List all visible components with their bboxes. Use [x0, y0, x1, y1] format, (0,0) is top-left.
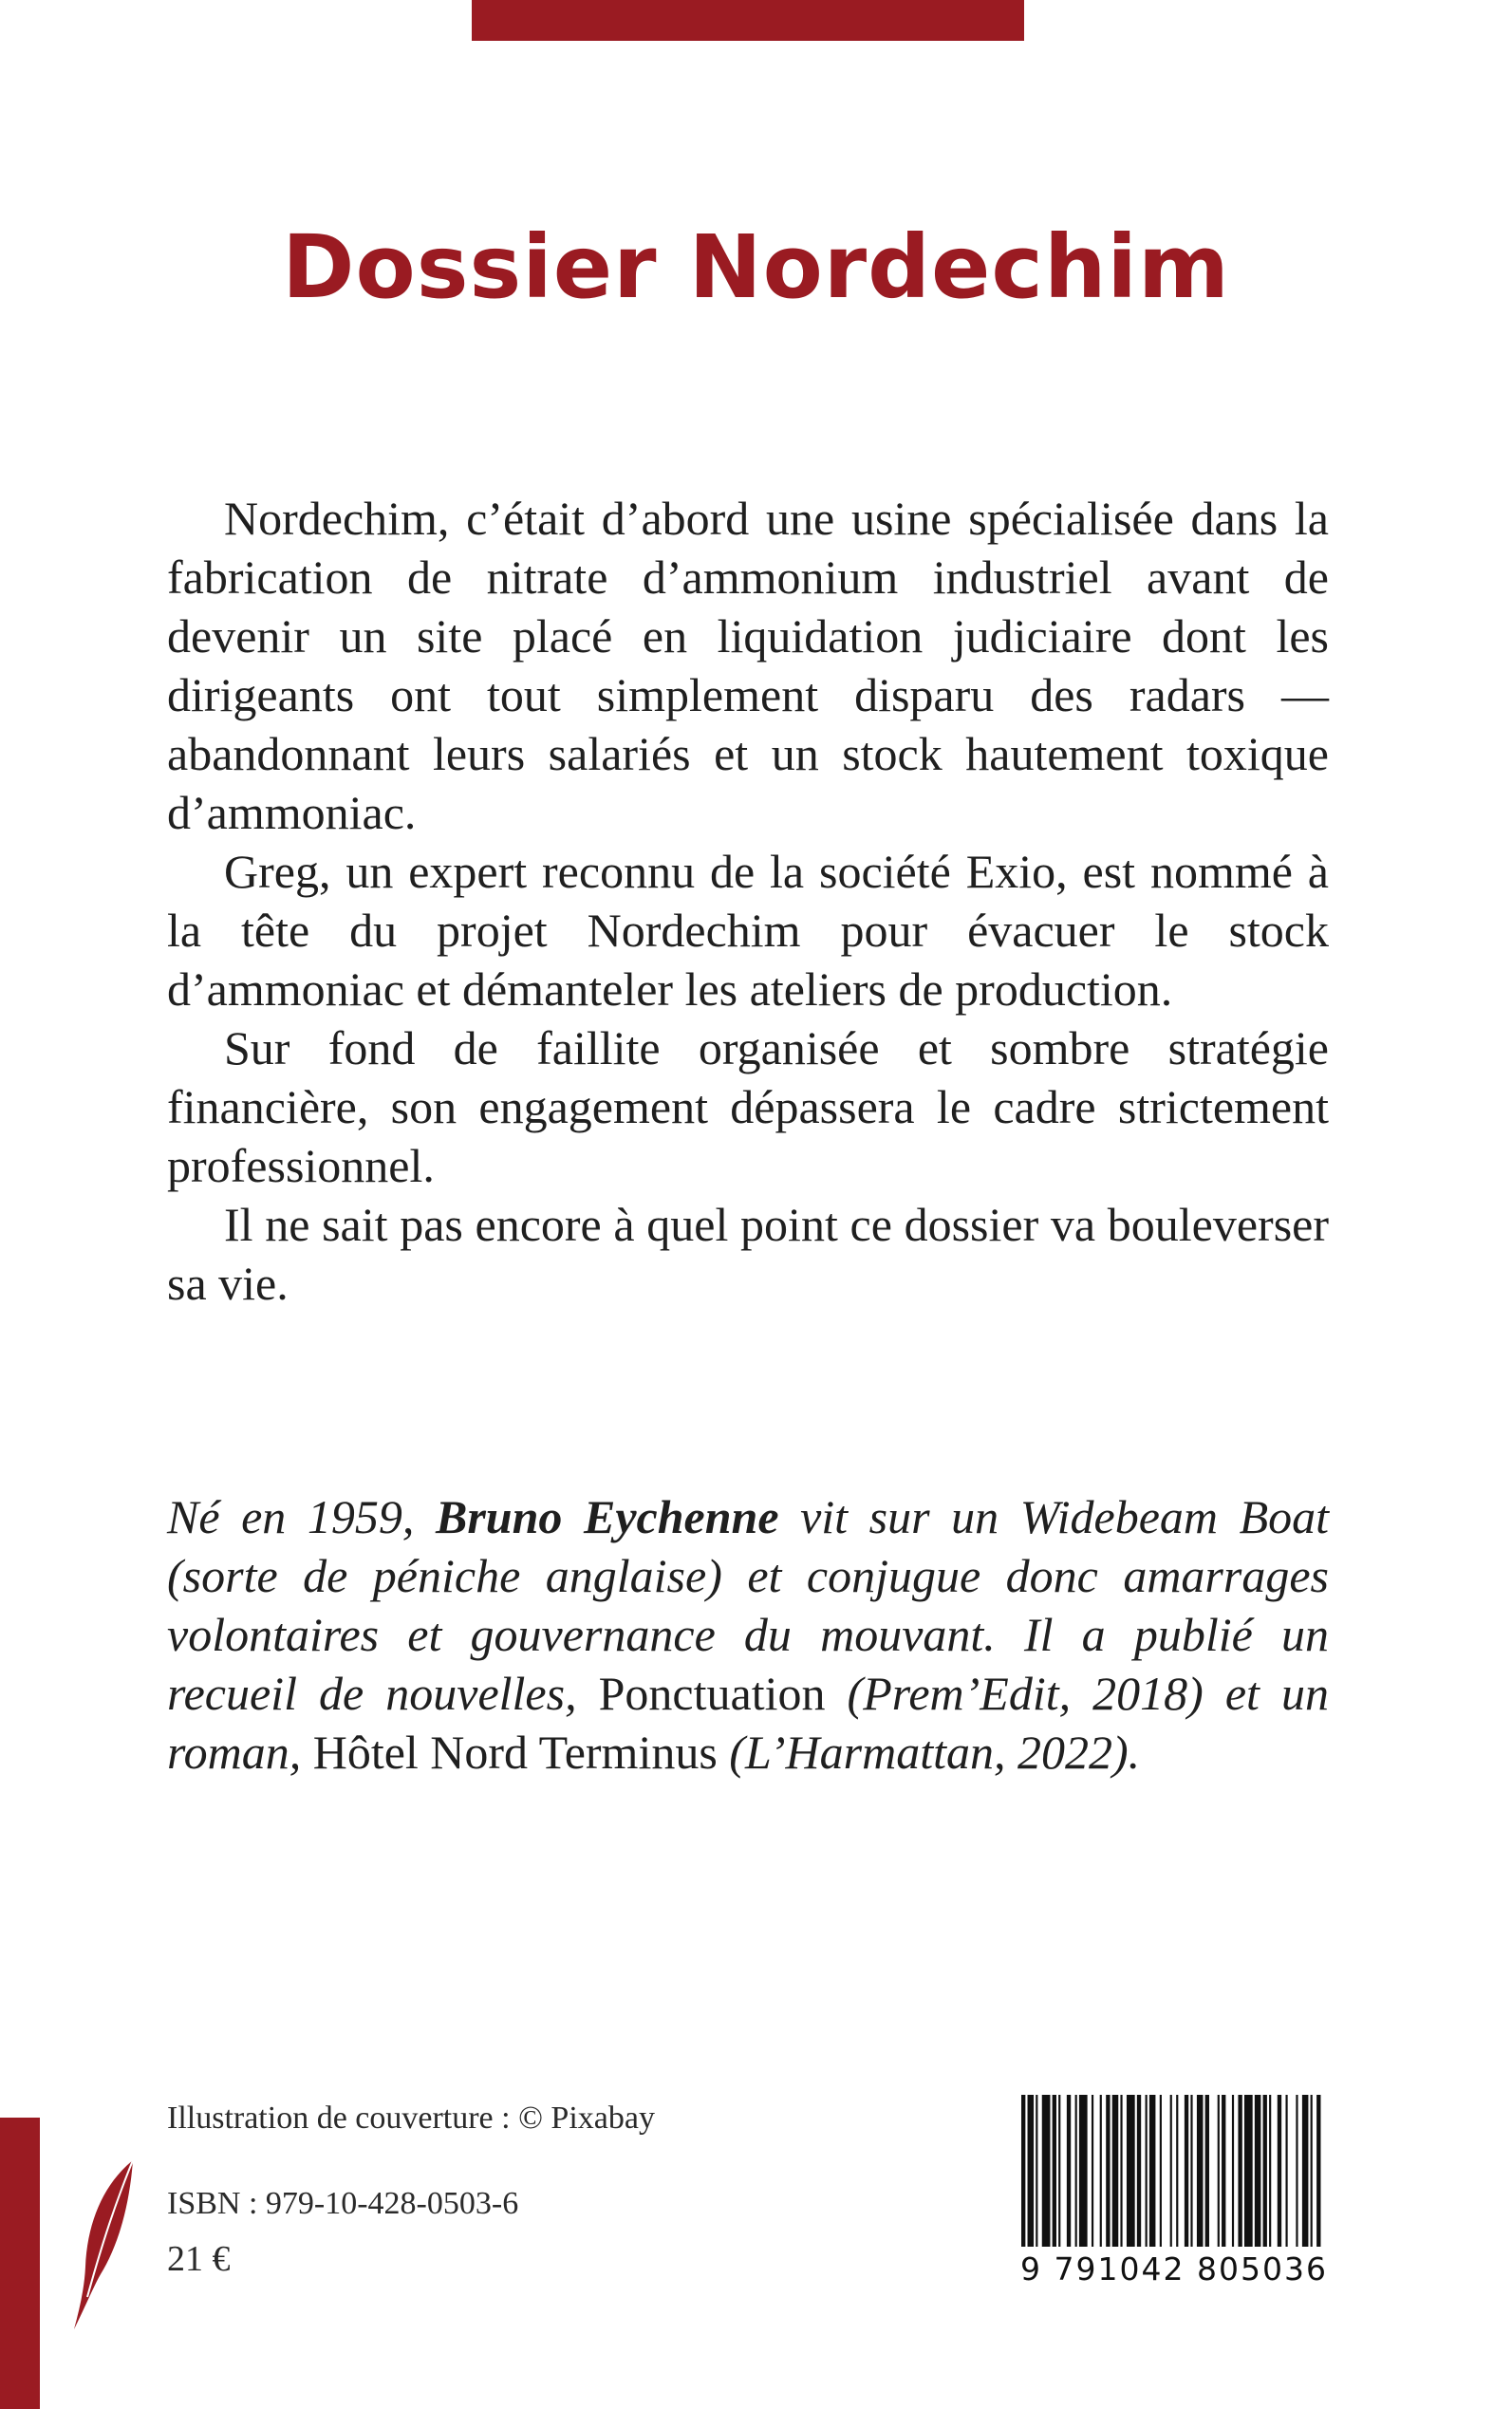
barcode-bar	[1197, 2095, 1204, 2247]
barcode-bar	[1255, 2095, 1261, 2247]
barcode-bar	[1042, 2095, 1051, 2247]
bio-text: Né en 1959,	[167, 1490, 436, 1543]
blurb-paragraph: Il ne sait pas encore à quel point ce dossier va bouleverser sa vie.	[167, 1198, 1329, 1310]
barcode-bar	[1170, 2095, 1172, 2247]
author-bio	[167, 1487, 1329, 1782]
barcode-bar	[1238, 2095, 1241, 2247]
barcode-bar	[1269, 2095, 1271, 2247]
barcode-bar	[1058, 2095, 1060, 2247]
top-accent-bar	[472, 0, 1024, 41]
book-title-hotel: Hôtel Nord Terminus	[312, 1726, 718, 1779]
barcode	[1014, 2089, 1335, 2307]
barcode-bar	[1316, 2095, 1320, 2247]
barcode-bar	[1185, 2095, 1188, 2247]
barcode-bar	[1302, 2095, 1309, 2247]
blurb	[167, 489, 1329, 1313]
barcode-bar	[1160, 2095, 1162, 2247]
barcode-bar	[1285, 2095, 1287, 2247]
barcode-bar	[1112, 2095, 1119, 2247]
author-name: Bruno Eychenne	[435, 1490, 779, 1543]
bio-text: (L’Harmattan, 2022).	[717, 1726, 1141, 1779]
barcode-bar	[1232, 2095, 1234, 2247]
barcode-bar	[1120, 2095, 1122, 2247]
bio-text: (Prem’Edit, 2018) et un roman,	[167, 1667, 1329, 1779]
side-accent-bar	[0, 2118, 40, 2409]
barcode-bar	[1222, 2095, 1225, 2247]
barcode-bar	[1190, 2095, 1192, 2247]
bio-text: vit sur un Widebeam Boat (sorte de péniche anglaise) et conjugue donc amarrages volontaires et gouvernance du mouvant. Il a publié un recueil de nouvelles,	[167, 1490, 1329, 1720]
barcode-bar	[1092, 2095, 1093, 2247]
barcode-bar	[1146, 2095, 1148, 2247]
barcode-bar	[1296, 2095, 1297, 2247]
barcode-bar	[1053, 2095, 1056, 2247]
barcode-bar	[1106, 2095, 1110, 2247]
isbn: ISBN : 979-10-428-0503-6	[167, 2186, 519, 2221]
barcode-bar	[1137, 2095, 1141, 2247]
barcode-bar	[1244, 2095, 1253, 2247]
barcode-bar	[1263, 2095, 1267, 2247]
barcode-bar	[1028, 2095, 1035, 2247]
barcode-bar	[1205, 2095, 1209, 2247]
barcode-bars	[1021, 2095, 1327, 2247]
barcode-bar	[1218, 2095, 1220, 2247]
barcode-bar	[1149, 2095, 1156, 2247]
barcode-bar	[1278, 2095, 1281, 2247]
barcode-bar	[1311, 2095, 1313, 2247]
barcode-bar	[1100, 2095, 1102, 2247]
barcode-bar	[1067, 2095, 1071, 2247]
barcode-bar	[1021, 2095, 1025, 2247]
blurb-paragraph: Greg, un expert reconnu de la société Exio, est nommé à la tête du projet Nordechim pour évacuer le stock d’ammoniac et démanteler les ateliers de production.	[167, 845, 1329, 1016]
book-title-ponctuation: Ponctuation	[598, 1667, 826, 1720]
barcode-bar	[1079, 2095, 1088, 2247]
blurb-paragraph: Sur fond de faillite organisée et sombre stratégie financière, son engagement dépassera le cadre strictement professionnel.	[167, 1021, 1329, 1192]
book-title: Dossier Nordechim	[282, 216, 1230, 318]
quill-icon	[66, 2155, 142, 2335]
barcode-bar	[1075, 2095, 1077, 2247]
blurb-paragraph: Nordechim, c’était d’abord une usine spécialisée dans la fabrication de nitrate d’ammonium industriel avant de devenir un site placé en liquidation judiciaire dont les dirigeants ont tout simplement disparu des radars — abandonnant leurs salariés et un stock hautement toxique d’ammoniac.	[167, 492, 1329, 839]
price: 21 €	[167, 2239, 231, 2279]
barcode-digits: 9 791042 805036	[1020, 2250, 1328, 2288]
barcode-bar	[1127, 2095, 1135, 2247]
barcode-bar	[1176, 2095, 1178, 2247]
cover-credit: Illustration de couverture : © Pixabay	[167, 2101, 655, 2136]
barcode-bar	[1036, 2095, 1037, 2247]
